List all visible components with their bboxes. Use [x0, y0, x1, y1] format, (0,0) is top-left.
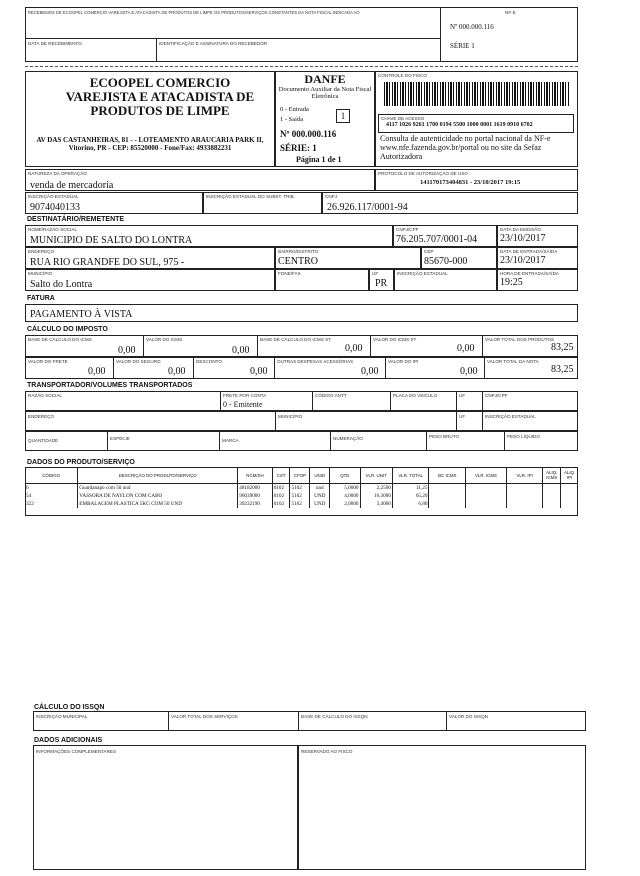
recipient-name: MUNICIPIO DE SALTO DO LONTRA [30, 235, 193, 246]
products-header-row [25, 467, 578, 484]
danfe-saida: 1 - Saída [280, 116, 304, 123]
cell [466, 492, 507, 500]
cell: 16,3000 [360, 492, 392, 500]
placa-label: PLACA DO VEÍCULO [393, 393, 438, 398]
protocol-label: PROTOCOLO DE AUTORIZAÇÃO DE USO [378, 171, 468, 176]
col-cfop: CFOP [290, 467, 310, 484]
tax2-label-2: DESCONTO [196, 359, 222, 364]
receipt-number: Nº 000.000.116 [450, 23, 494, 31]
especie-label: ESPÉCIE [110, 436, 130, 441]
hour-label: HORA DE ENTRADA/SAÍDA [500, 271, 559, 276]
transport-uf-label: UF [459, 393, 466, 398]
col-aliq-ipi: ALIQ. IPI [561, 467, 578, 484]
address-label: ENDEREÇO [28, 249, 55, 254]
tax-label-2: BASE DE CÁLCULO DO ICMS ST [260, 337, 331, 342]
frete-value: 0 - Emitente [223, 400, 263, 409]
cell [561, 500, 578, 508]
issqn-value-label: VALOR DO ISSQN [449, 714, 488, 719]
cell: 322 [26, 501, 34, 507]
danfe-number: Nº 000.000.116 [280, 129, 337, 139]
tax-value-4: 83,25 [551, 342, 574, 353]
cell: 5102 [290, 500, 310, 508]
cell [466, 484, 507, 493]
cep-label: CEP [424, 249, 434, 254]
cell: 96039000 [238, 492, 272, 500]
col-bc-icms: BC ICMS [429, 467, 466, 484]
cell [543, 492, 561, 500]
ie-value: 9074040133 [30, 202, 80, 213]
tax2-label-4: VALOR DO IPI [388, 359, 419, 364]
razao-label: RAZÃO SOCIAL [28, 393, 62, 398]
cell [561, 492, 578, 500]
tax-label-4: VALOR TOTAL DOS PRODUTOS [485, 337, 555, 342]
entry-date: 23/10/2017 [500, 255, 546, 266]
cell: 4,0000 [330, 492, 360, 500]
qtd-label: QUANTIDADE [28, 438, 59, 443]
danfe-page: Página 1 de 1 [296, 155, 342, 164]
protocol-value: 141170173404831 - 23/10/2017 19:15 [420, 179, 521, 186]
frete-label: FRETE POR CONTA [223, 393, 267, 398]
city-label: MUNICÍPIO [28, 271, 53, 276]
recipient-ie-label: INSCRIÇÃO ESTADUAL [397, 271, 448, 276]
cell: 11,25 [392, 484, 429, 493]
tax-label-1: VALOR DO ICMS [146, 337, 183, 342]
cell [561, 484, 578, 493]
tax-value-3: 0,00 [457, 343, 475, 354]
cell: 48182000 [238, 484, 272, 493]
ie-label: INSCRIÇÃO ESTADUAL [28, 194, 79, 199]
recipient-name-label: NOME/RAZÃO SOCIAL [28, 227, 78, 232]
cnpj-value: 26.926.117/0001-94 [327, 202, 408, 213]
cell [466, 500, 507, 508]
products-table [25, 467, 578, 508]
receipt-stub [25, 7, 578, 62]
barcode-icon [384, 82, 570, 106]
danfe-serie: SÉRIE: 1 [280, 143, 317, 153]
uf-label: UF [372, 271, 379, 276]
hour-value: 19:25 [500, 277, 523, 288]
cnpj-label: CNPJ [325, 194, 337, 199]
receipt-nfe-label: NF-E [505, 10, 516, 15]
cell: UND [310, 492, 330, 500]
emission-date: 23/10/2017 [500, 233, 546, 244]
cell: 2,2500 [360, 484, 392, 493]
cell: 54 [26, 493, 32, 499]
col-vlr-ipi: VLR. IPI [506, 467, 543, 484]
tax-value-0: 0,00 [118, 345, 136, 356]
im-label: INSCRIÇÃO MUNICIPAL [36, 714, 88, 719]
consult-text: Consulta de autenticidade no portal nacional da NF-e www.nfe.fazenda.gov.br/portal ou no site da Sefaz Autorizadora [380, 134, 551, 161]
tax2-value-0: 0,00 [88, 366, 106, 377]
tax2-value-4: 0,00 [460, 366, 478, 377]
cell: 3,4000 [360, 500, 392, 508]
danfe-entrada: 0 - Entrada [280, 106, 309, 113]
cell [506, 492, 543, 500]
fatura-value: PAGAMENTO À VISTA [30, 309, 133, 320]
ie-st-label: INSCRIÇÃO ESTADUAL DO SUBST. TRIB. [206, 194, 295, 199]
phone-label: FONE/FAX [278, 271, 301, 276]
tax-section: CÁLCULO DO IMPOSTO [27, 326, 108, 333]
vts-label: VALOR TOTAL DOS SERVIÇOS [171, 714, 238, 719]
col-qtd: QTD [330, 467, 360, 484]
col-aliq-icms: ALIQ. ICMS [543, 467, 561, 484]
tax2-label-1: VALOR DO SEGURO [116, 359, 161, 364]
info-label: INFORMAÇÕES COMPLEMENTARES [36, 749, 117, 754]
transport-section: TRANSPORTADOR/VOLUMES TRANSPORTADOS [27, 382, 193, 389]
danfe-type: 1 [340, 111, 346, 121]
uf-value: PR [375, 278, 388, 289]
col-codigo: CÓDIGO [25, 467, 78, 484]
tax2-value-2: 0,00 [250, 366, 268, 377]
col-vlr-icms: VLR. ICMS [466, 467, 507, 484]
cell: 0102 [272, 500, 290, 508]
tax-value-2: 0,00 [345, 343, 363, 354]
liquido-label: PESO LÍQUIDO [507, 434, 540, 439]
recipient-cnpj: 76.205.707/0001-04 [396, 234, 478, 245]
receipt-text: RECEBEMOS DE ECOOPEL COMERCIO VAREJISTA E ATACADISTA DE PRODUTOS DE LIMPE OS PRODUTOS/SERVIÇOS CONSTANTES DA NOTA FISCAL INDICADA AO [28, 10, 360, 15]
fatura-section: FATURA [27, 295, 55, 302]
danfe-type-box [336, 109, 350, 123]
tax2-value-3: 0,00 [361, 366, 379, 377]
cell: 65,20 [392, 492, 429, 500]
tax-label-3: VALOR DO ICMS ST [373, 337, 417, 342]
transport-ie-label: INSCRIÇÃO ESTADUAL [485, 414, 536, 419]
cell: 0102 [272, 484, 290, 493]
cell: VASSORA DE NAYLON COM CABO [78, 492, 238, 500]
emitter-name: ECOOPEL COMERCIO VAREJISTA E ATACADISTA DE PRODUTOS DE LIMPE [65, 75, 255, 118]
col-vlr-unit: VLR. UNIT [360, 467, 392, 484]
nature-value: venda de mercadoria [30, 180, 114, 191]
cell [543, 500, 561, 508]
cell: 39232190 [238, 500, 272, 508]
numeracao-label: NUMERAÇÃO [333, 436, 363, 441]
cell: 5,0000 [330, 484, 360, 493]
col-descricao: DESCRIÇÃO DO PRODUTO/SERVIÇO [78, 467, 238, 484]
table-row [25, 484, 578, 493]
cell [543, 484, 561, 493]
col-vlr-total: VLR. TOTAL [392, 467, 429, 484]
access-key: 4117 1026 9261 1700 0194 5500 1000 0001 1619 0910 6702 [386, 122, 533, 128]
cell: Guardanapo com 50 und [78, 484, 238, 493]
issqn-base-label: BASE DE CÁLCULO DO ISSQN [301, 714, 368, 719]
bruto-label: PESO BRUTO [429, 434, 460, 439]
cut-line [25, 66, 578, 67]
cell: 2,0000 [330, 500, 360, 508]
danfe-subtitle: Documento Auxiliar da Nota Fiscal Eletrônica [278, 86, 372, 100]
recipient-cnpj-label: CNPJ/CPF [396, 227, 419, 232]
recipient-section: DESTINATÁRIO/REMETENTE [27, 216, 125, 223]
danfe-title: DANFE [304, 72, 346, 86]
access-key-label: CHAVE DE ACESSO [381, 116, 425, 121]
additional-section: DADOS ADICIONAIS [34, 737, 103, 744]
products-section: DADOS DO PRODUTO/SERVIÇO [27, 459, 135, 466]
cell: UND [310, 500, 330, 508]
cell: EMBALAGEM PLASTICA 5KG COM 50 UND [78, 500, 238, 508]
cell: 5102 [290, 492, 310, 500]
tax2-label-0: VALOR DO FRETE [28, 359, 68, 364]
cell [506, 484, 543, 493]
receipt-serie: SÉRIE 1 [450, 42, 475, 50]
col-unid: UNID [310, 467, 330, 484]
cell: und [310, 484, 330, 493]
transport-cnpj-label: CNPJ/CPF [485, 393, 508, 398]
cell [506, 500, 543, 508]
cell: 6,80 [392, 500, 429, 508]
cell: 5102 [290, 484, 310, 493]
cell [429, 492, 466, 500]
district-label: BAIRRO/DISTRITO [278, 249, 319, 254]
endereco-label: ENDEREÇO [28, 414, 55, 419]
receipt-date-label: DATA DE RECEBIMENTO [28, 41, 82, 46]
issqn-section: CÁLCULO DO ISSQN [34, 704, 105, 711]
cell [429, 484, 466, 493]
tax2-label-5: VALOR TOTAL DA NOTA [487, 359, 539, 364]
tax2-label-3: OUTRAS DESPESAS ACESSÓRIAS [277, 359, 354, 364]
tax2-value-1: 0,00 [168, 366, 186, 377]
receipt-signature-label: IDENTIFICAÇÃO E ASSINATURA DO RECEBEDOR [159, 41, 268, 46]
nature-label: NATUREZA DA OPERAÇÃO [28, 171, 87, 176]
transport-uf2-label: UF [459, 414, 466, 419]
district-value: CENTRO [278, 256, 318, 267]
emission-label: DATA DA EMISSÃO [500, 227, 541, 232]
city-value: Salto do Lontra [30, 279, 93, 290]
cell [429, 500, 466, 508]
col-cst: CST [272, 467, 290, 484]
barcode-label: CONTROLE DO FISCO [378, 73, 428, 78]
address-value: RUA RIO GRANDFE DO SUL, 975 - [30, 257, 185, 268]
entry-label: DATA DE ENTRADA/SAÍDA [500, 249, 558, 254]
table-row [25, 500, 578, 508]
fisco-label: RESERVADO AO FISCO [301, 749, 353, 754]
antt-label: CÓDIGO ANTT [315, 393, 347, 398]
municipio-label: MUNICÍPIO [278, 414, 303, 419]
tax-value-1: 0,00 [232, 345, 250, 356]
cep-value: 85670-000 [424, 256, 468, 267]
table-row [25, 492, 578, 500]
marca-label: MARCA [222, 438, 239, 443]
tax2-value-5: 83,25 [551, 364, 574, 375]
col-ncm: NCM/SH [238, 467, 272, 484]
cell: 0102 [272, 492, 290, 500]
cell: 6 [26, 485, 29, 491]
emitter-address: AV DAS CASTANHEIRAS, 81 - - LOTEAMENTO ARAUCARIA PARK II, Vitorino, PR - CEP: 85520000 - Fone/Fax: 4933882231 [36, 136, 264, 152]
tax-label-0: BASE DE CÁLCULO DO ICMS [28, 337, 92, 342]
